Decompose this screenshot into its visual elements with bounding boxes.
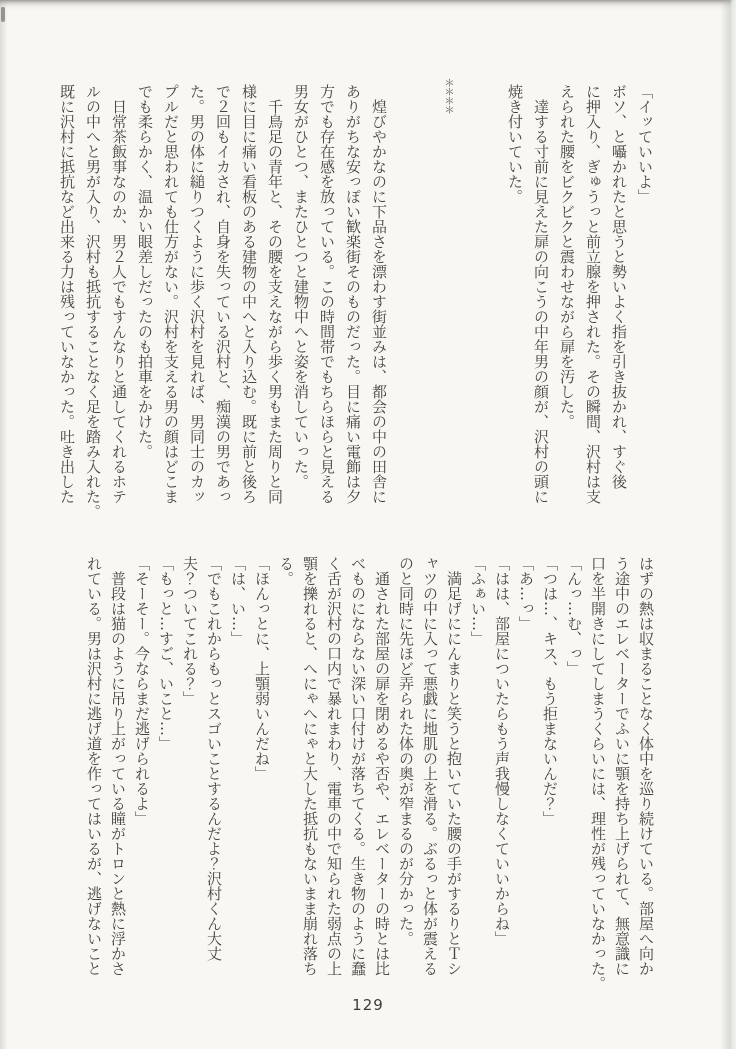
text-line: 通された部屋の扉を閉めるや否や、エレベーターの時とは比 <box>373 571 391 976</box>
text-line: えられた腰をビクビクと震わせながら扉を汚した。 <box>558 84 576 429</box>
scan-edge-right <box>720 0 736 1049</box>
text-line: に押入り、ぎゅうっと前立腺を押された。その瞬間、沢村は支 <box>584 84 602 504</box>
text-block-bottom <box>82 556 658 998</box>
text-line: ボソ、と囁かれたと思うと勢いよく指を引き抜かれ、すぐ後 <box>610 84 628 489</box>
text-line: 「もっと…すご、いこと…」 <box>157 556 175 751</box>
text-line: 男女がひとつ、またひとつと建物中へと姿を消していった。 <box>292 84 310 489</box>
text-line: 方でも存在感を放っている。この時間帯でもちらほらと見える <box>318 84 336 504</box>
text-line: 日常茶飯事なのか、男２人でもすんなりと通してくれるホテ <box>110 99 128 504</box>
text-line: 普段は猫のように吊り上がっている瞳がトロンと熱に浮かさ <box>109 571 127 976</box>
text-line: 「は、い…」 <box>229 556 247 646</box>
text-line: 「ふぁい…」 <box>469 556 487 646</box>
text-line: 「ほんっとに、上顎弱いんだね」 <box>253 556 271 781</box>
text-line: た。男の体に縋りつくように歩く沢村を見れば、男同士のカッ <box>188 84 206 504</box>
text-line: ルの中へと男が入り、沢村も抵抗することなく足を踏み入れた。 <box>84 84 102 519</box>
text-line: ャツの中に入って悪戯に地肌の上を滑る。ぶるっと体が震える <box>421 556 439 976</box>
text-line: う途中のエレベーターでふいに顎を持ち上げられて、無意識に <box>613 556 631 976</box>
text-line: 「あ…っ」 <box>517 556 535 631</box>
text-line: 口を半開きにしてしまうくらいには、理性が残っていなかった。 <box>589 556 607 991</box>
text-line: ありがちな安っぽい歓楽街そのものだった。目に痛い電飾は夕 <box>344 84 362 504</box>
text-line: 「はは、部屋についたらもう声我慢しなくていいからね」 <box>493 556 511 946</box>
page-number: 129 <box>352 996 384 1014</box>
text-line: 千鳥足の青年と、その腰を支えながら歩く男もまた周りと同 <box>266 99 284 504</box>
text-line: 達する寸前に見えた扉の向こうの中年男の顔が、沢村の頭に <box>532 99 550 504</box>
text-block-top <box>54 78 658 539</box>
text-line: でも柔らかく、温かい眼差しだったのも拍車をかけた。 <box>136 84 154 459</box>
text-line: 「イッていいよ」 <box>636 84 654 204</box>
text-line: で２回もイカされ、自身を失っている沢村と、痴漢の男であっ <box>214 84 232 504</box>
text-line: 「つは…、キス、もう拒まないんだ？」 <box>541 556 559 826</box>
section-separator: ＊＊＊＊ <box>442 78 453 114</box>
text-line: 「でもこれからもっとスゴいことするんだよ？沢村くん大丈 <box>205 556 223 961</box>
text-line: る。 <box>277 556 295 586</box>
text-line: 既に沢村に抵抗など出来る力は残っていなかった。吐き出した <box>58 84 76 504</box>
text-line: 「んっ…む、っ」 <box>565 556 583 676</box>
text-line: プルだと思われても仕方がない。沢村を支える男の顔はどこま <box>162 84 180 504</box>
text-line: 顎を擽れると、へにゃへにゃと大した抵抗もないまま崩れ落ち <box>301 556 319 976</box>
scan-artifact-corner <box>1 7 5 22</box>
text-line: 満足げににんまりと笑うと抱いていた腰の手がするりとＴシ <box>445 571 463 976</box>
text-line: べものにならない深い口付けが落ちてくる。生き物のように蠢 <box>349 556 367 976</box>
text-line: 様に目に痛い看板のある建物の中へと入り込む。既に前と後ろ <box>240 84 258 504</box>
text-line: 「そーそー。今ならまだ逃げられるよ」 <box>133 556 151 826</box>
text-line: はずの熱は収まることなく体中を巡り続けている。部屋へ向か <box>637 556 655 976</box>
text-line: のと同時に先ほど弄られた体の奥が窄まるのが分かった。 <box>397 556 415 946</box>
scan-edge-top <box>0 0 736 10</box>
text-line: 焼き付いていた。 <box>506 84 524 204</box>
text-line: 夫？ついてこれる？」 <box>181 556 199 706</box>
text-line: れている。男は沢村に逃げ道を作ってはいるが、逃げないこと <box>85 556 103 976</box>
text-line: く舌が沢村の口内で暴れまわり、電車の中で知られた弱点の上 <box>325 556 343 976</box>
text-line: 煌びやかなのに下品さを漂わす街並みは、都会の中の田舎に <box>370 99 388 504</box>
scan-edge-left <box>0 0 8 1049</box>
